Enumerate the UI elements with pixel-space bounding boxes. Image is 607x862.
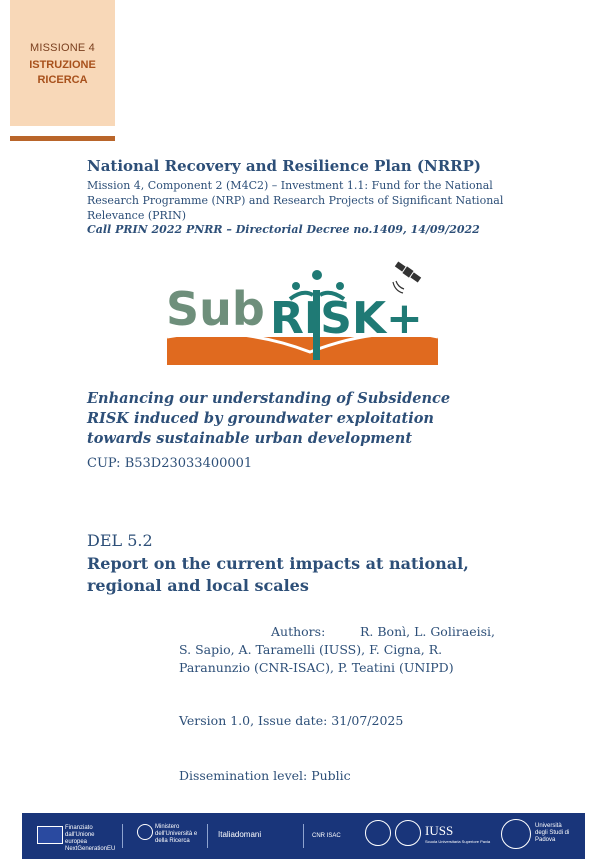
subrisk-logo xyxy=(160,255,445,370)
footer-cnr-text: CNR ISAC xyxy=(312,833,341,839)
mission-underline xyxy=(10,136,115,141)
project-tagline: Enhancing our understanding of Subsidence RISK induced by groundwater exploitation towards sustainable urban development xyxy=(87,390,451,447)
footer-ministry-text: Ministero dell'Università e della Ricerca xyxy=(155,824,198,844)
authors-line-3: Paranunzio (CNR-ISAC), P. Teatini (UNIPD) xyxy=(179,660,454,675)
footer-iuss-subtitle: Scuola Universitaria Superiore Pavia xyxy=(425,839,491,844)
footer-separator xyxy=(303,824,304,848)
logo-text-sub: Sub xyxy=(166,282,265,336)
authors-line-2: S. Sapio, A. Taramelli (IUSS), F. Cigna, R. xyxy=(179,642,443,657)
footer-separator xyxy=(207,824,208,848)
mission-subtitle-2: RICERCA xyxy=(37,74,88,86)
iuss-seal-icon xyxy=(395,820,421,846)
logo-text-risk: RISK+ xyxy=(270,293,423,344)
footer-italia-text: Italiadomani xyxy=(218,830,262,839)
footer-unipd-text: Università degli Studi di Padova xyxy=(535,823,570,843)
seal-icon xyxy=(365,820,391,846)
eu-flag-icon xyxy=(37,826,63,844)
logo-drop-right xyxy=(336,282,344,290)
plan-call: Call PRIN 2022 PNRR – Directorial Decree no.1409, 14/09/2022 xyxy=(87,223,480,236)
deliverable-number: DEL 5.2 xyxy=(87,531,153,550)
logo-drop-left xyxy=(292,282,300,290)
logo-drop-top xyxy=(312,270,322,280)
mission-label: MISSIONE 4 xyxy=(30,42,95,54)
footer-eu-text: Finanziato dall'Unione europea NextGenerationEU xyxy=(65,825,116,852)
authors-line-1: R. Bonì, L. Goliraeisi, xyxy=(360,624,496,639)
mission-subtitle-1: ISTRUZIONE xyxy=(29,59,96,71)
deliverable-title: Report on the current impacts at national, regional and local scales xyxy=(87,554,469,595)
unipd-seal-icon xyxy=(501,819,531,849)
footer-separator xyxy=(122,824,123,848)
version-info: Version 1.0, Issue date: 31/07/2025 xyxy=(179,713,404,728)
satellite-icon xyxy=(394,261,422,284)
authors-label: Authors: xyxy=(271,624,326,639)
dissemination-level: Dissemination level: Public xyxy=(179,768,351,783)
plan-mission: Mission 4, Component 2 (M4C2) – Investment 1.1: Fund for the National Research Programme (NRP) and Research Projects of Significant National Relevance (PRIN) xyxy=(87,179,504,222)
signal-waves-icon xyxy=(393,281,404,293)
plan-title: National Recovery and Resilience Plan (NRRP) xyxy=(87,157,482,175)
footer-iuss-text: IUSS xyxy=(425,823,454,838)
project-cup: CUP: B53D23033400001 xyxy=(87,456,253,471)
ministry-seal-icon xyxy=(137,824,153,840)
